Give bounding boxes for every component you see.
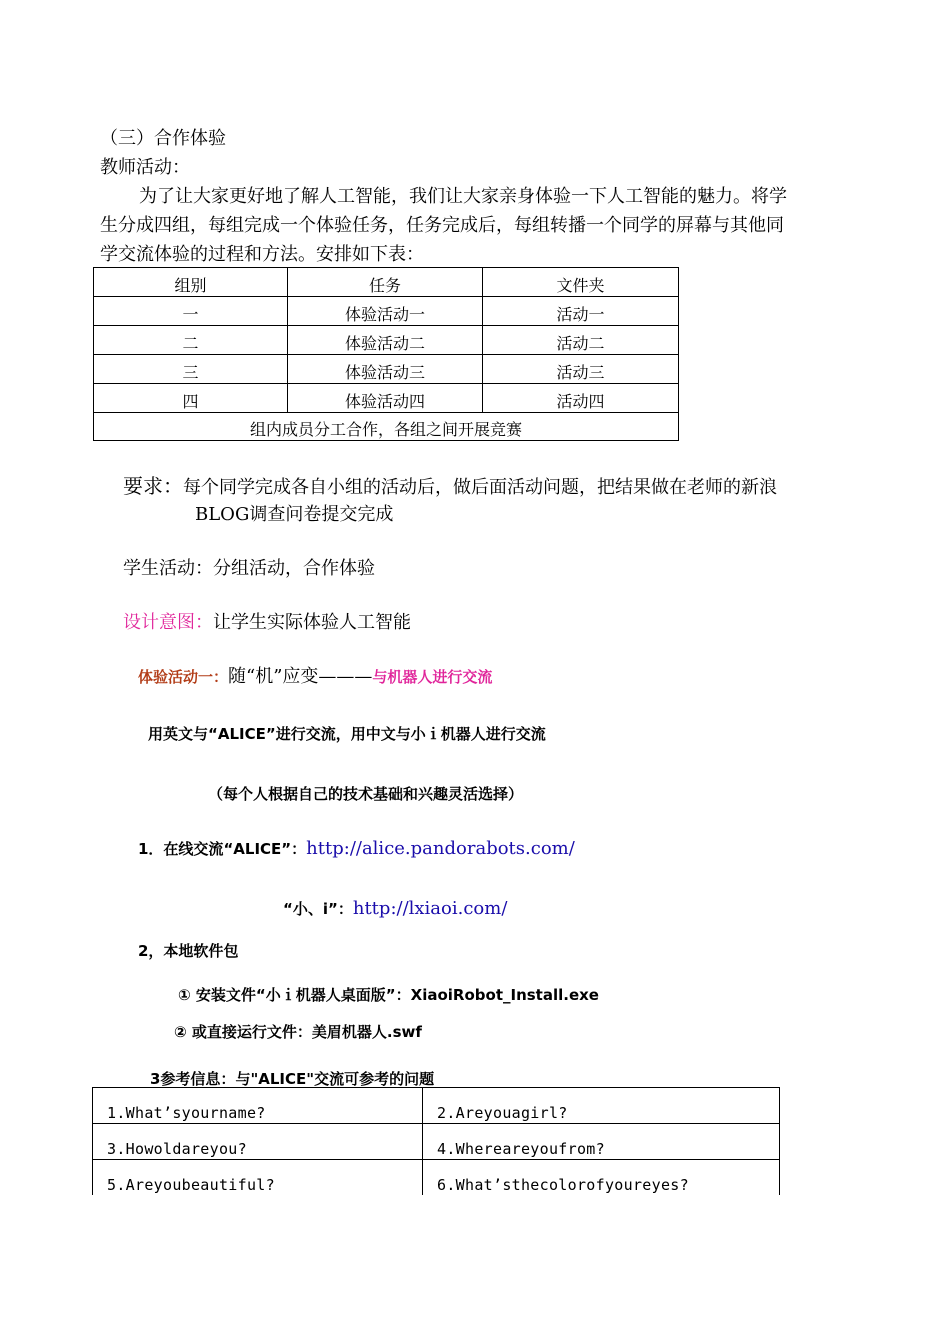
intro-line-2: 生分成四组，每组完成一个体验任务，任务完成后，每组转播一个同学的屏幕与其他同 [100,215,784,236]
activity-one-title: 随“机”应变——— [228,666,373,687]
question-cell: 4.Whereareyoufrom? [423,1124,780,1160]
question-cell: 6.What’sthecolorofyoureyes? [423,1160,780,1196]
table-row [93,1160,780,1196]
cell-task: 体验活动四 [288,384,483,413]
question-cell: 1.What’syourname? [93,1088,423,1124]
table-row [94,384,679,413]
cell-task: 体验活动一 [288,297,483,326]
student-activity: 学生活动：分组活动，合作体验 [123,558,375,579]
cell-task: 体验活动三 [288,355,483,384]
table-header-row [94,268,679,297]
table-row [94,355,679,384]
cell-group: 二 [94,326,288,355]
activity-one-label: 体验活动一： [138,668,229,686]
table-footer: 组内成员分工合作，各组之间开展竞赛 [94,413,679,441]
online-label: 1．在线交流“ALICE”： [138,840,307,858]
local-package-label: 2，本地软件包 [138,942,239,960]
requirement-line-1 [123,470,777,499]
xiaoi-link[interactable]: http://lxiaoi.com/ [352,898,508,919]
table-row [93,1124,780,1160]
question-cell: 2.Areyouagirl? [423,1088,780,1124]
group-arrangement-table [93,267,679,441]
local-run-item: ② 或直接运行文件：美眉机器人.swf [174,1023,422,1041]
online-xiaoi-line [283,898,507,919]
cell-folder: 活动四 [483,384,679,413]
table-footer-row [94,413,679,441]
cell-group: 四 [94,384,288,413]
header-folder: 文件夹 [483,268,679,297]
cell-folder: 活动二 [483,326,679,355]
requirement-text: 每个同学完成各自小组的活动后，做后面活动问题，把结果做在老师的新浪 [183,477,777,498]
design-intent [123,608,411,634]
reference-title: 3参考信息：与"ALICE"交流可参考的问题 [150,1070,435,1088]
selection-note: （每个人根据自己的技术基础和兴趣灵活选择） [208,785,524,803]
cell-task: 体验活动二 [288,326,483,355]
header-group: 组别 [94,268,288,297]
activity-one-heading [138,662,492,688]
table-row [94,297,679,326]
alice-questions-table [92,1087,780,1195]
online-alice-line [138,838,575,859]
teacher-activity-label: 教师活动： [100,157,190,178]
intro-line-1: 为了让大家更好地了解人工智能，我们让大家亲身体验一下人工智能的魅力。将学 [139,186,787,207]
activity-one-subtitle: 与机器人进行交流 [372,668,493,686]
design-intent-label: 设计意图： [123,612,213,633]
requirement-line-2: BLOG调查问卷提交完成 [195,504,394,525]
cell-group: 一 [94,297,288,326]
cell-folder: 活动一 [483,297,679,326]
cell-group: 三 [94,355,288,384]
table-row [94,326,679,355]
requirement-label: 要求： [123,474,183,498]
cell-folder: 活动三 [483,355,679,384]
question-cell: 3.Howoldareyou? [93,1124,423,1160]
design-intent-text: 让学生实际体验人工智能 [213,612,411,633]
alice-link[interactable]: http://alice.pandorabots.com/ [306,838,575,859]
intro-line-3: 学交流体验的过程和方法。安排如下表： [100,244,424,265]
header-task: 任务 [288,268,483,297]
table-row [93,1088,780,1124]
local-install-item: ① 安装文件“小ｉ机器人桌面版”：XiaoiRobot_Install.exe [178,986,599,1004]
section-heading: （三）合作体验 [100,128,226,149]
instruction-text: 用英文与“ALICE”进行交流，用中文与小ｉ机器人进行交流 [148,725,546,743]
question-cell: 5.Areyoubeautiful? [93,1160,423,1196]
xiaoi-label: “小、i”： [283,900,353,918]
